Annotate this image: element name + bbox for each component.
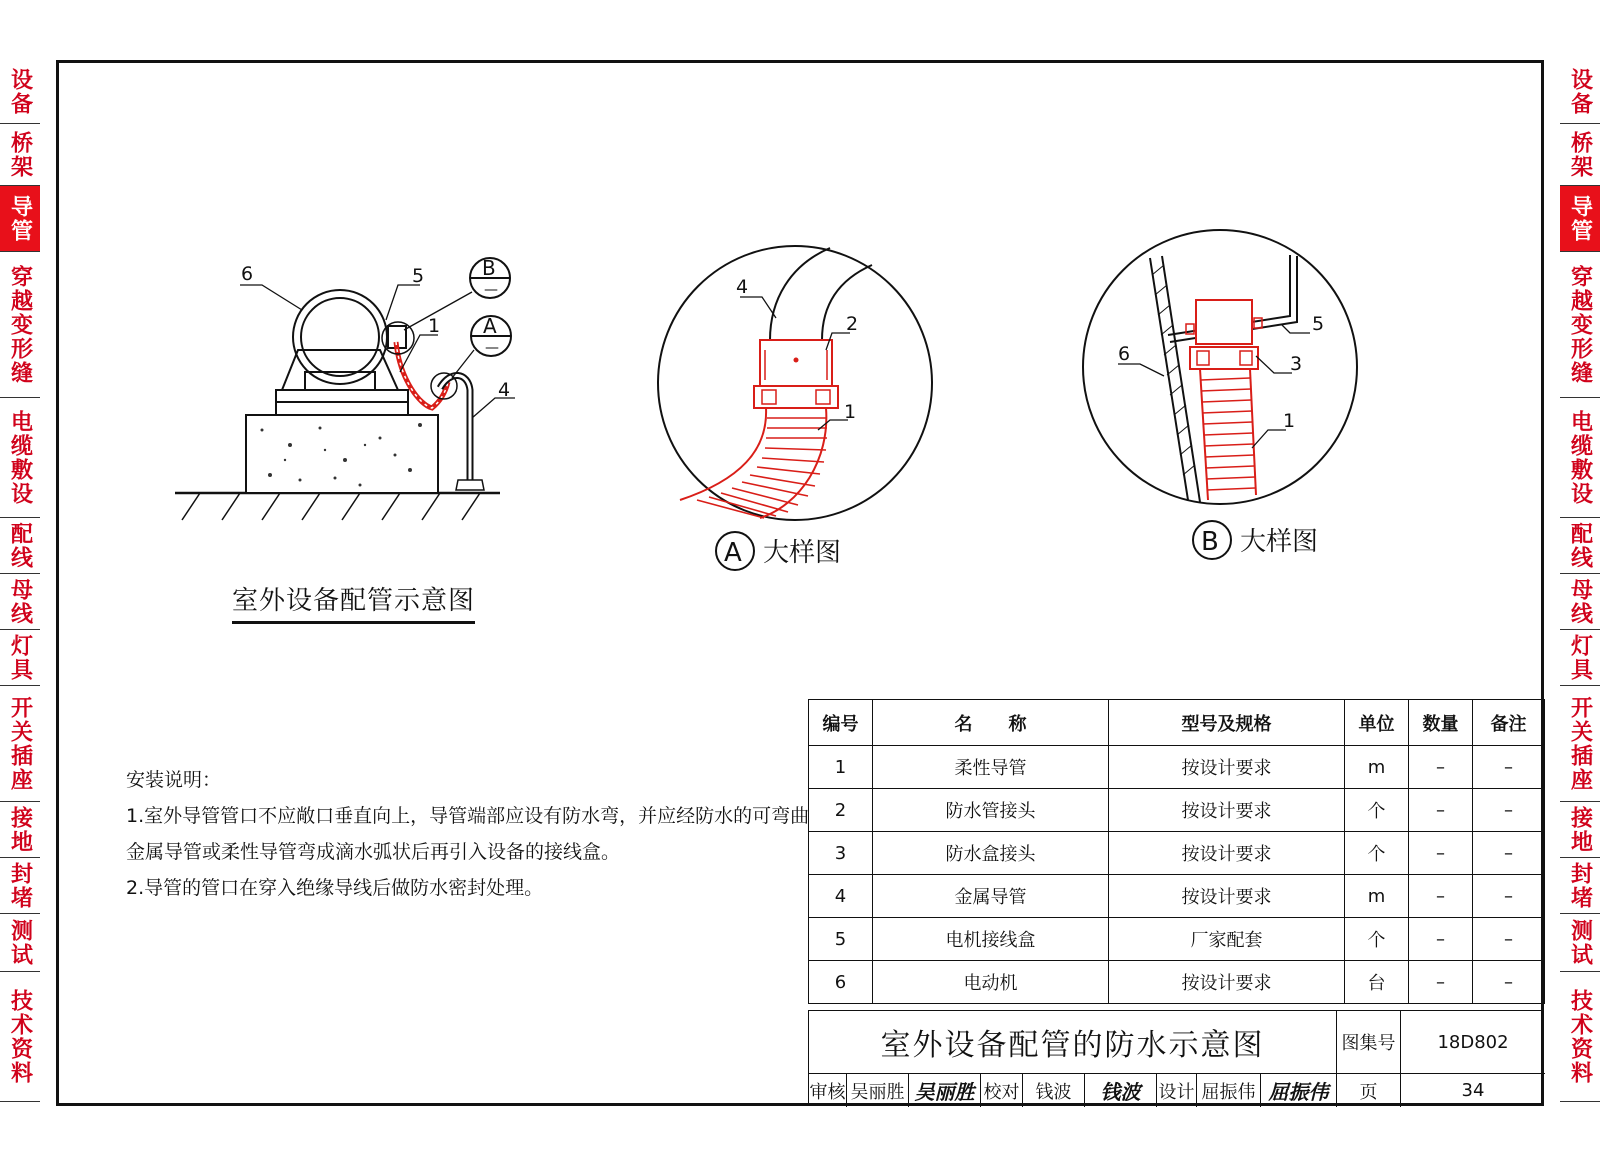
page-number: 34 [1461, 1080, 1485, 1101]
main-diagram-caption: 室外设备配管示意图 [232, 580, 475, 624]
svg-text:—: — [485, 340, 499, 356]
cell-spec: 按设计要求 [1109, 875, 1345, 918]
checker-name: 钱波 [1023, 1074, 1085, 1107]
detail-b-callout-3: 3 [1290, 353, 1303, 375]
table-row [809, 875, 1545, 918]
cell-spec: 按设计要求 [1109, 961, 1345, 1004]
motor-6 [276, 290, 408, 415]
review-label: 审核 [809, 1074, 847, 1107]
table-row [809, 918, 1545, 961]
cell-name: 电动机 [873, 961, 1109, 1004]
sidebar-item-label: 测试 [1567, 918, 1593, 967]
table-row [809, 746, 1545, 789]
cell-name: 金属导管 [873, 875, 1109, 918]
detail-a-callout-1: 1 [844, 401, 857, 423]
cell-name: 防水管接头 [873, 789, 1109, 832]
detail-b-callout-1: 1 [1283, 410, 1296, 432]
cell-spec: 按设计要求 [1109, 832, 1345, 875]
col-header-name: 名 称 [873, 700, 1109, 746]
design-label: 设计 [1157, 1074, 1197, 1107]
notes-heading: 安装说明： [126, 769, 222, 791]
cell-unit: 台 [1345, 961, 1409, 1004]
main-callout-4: 4 [498, 379, 511, 401]
cell-remark: – [1473, 961, 1545, 1004]
sidebar-item-label: 设备 [1567, 67, 1593, 116]
ref-b-letter: B [482, 256, 496, 280]
main-callout-5: 5 [412, 265, 425, 287]
detail-b-callout-6: 6 [1118, 343, 1131, 365]
table-header-row [809, 700, 1545, 746]
detail-a-callout-4: 4 [736, 276, 749, 298]
drawing-title: 室外设备配管的防水示意图 [809, 1011, 1337, 1074]
reviewer-signature: 吴丽胜 [909, 1074, 981, 1107]
svg-text:B: B [1201, 527, 1219, 557]
table-row [809, 832, 1545, 875]
cell-unit: m [1345, 746, 1409, 789]
detail-a-drawing [658, 246, 932, 520]
detail-a-callout-2: 2 [846, 313, 859, 335]
reviewer-name: 吴丽胜 [847, 1074, 909, 1107]
table-row [809, 961, 1545, 1004]
cell-spec: 厂家配套 [1109, 918, 1345, 961]
cell-qty: – [1409, 875, 1473, 918]
cell-unit: 个 [1345, 832, 1409, 875]
title-block [808, 1010, 1544, 1106]
sidebar-item-label: 技术资料 [1567, 988, 1593, 1085]
ref-a-letter: A [483, 314, 497, 338]
sidebar-item-label: 技术资料 [7, 988, 33, 1085]
sidebar-item-label: 封堵 [7, 861, 33, 910]
designer-name: 屈振伟 [1197, 1074, 1261, 1107]
cell-remark: – [1473, 918, 1545, 961]
cell-remark: – [1473, 789, 1545, 832]
sidebar-item-label: 灯具 [7, 633, 33, 682]
cell-name: 柔性导管 [873, 746, 1109, 789]
checker-signature: 钱波 [1085, 1074, 1157, 1107]
cell-no: 3 [809, 832, 873, 875]
sidebar-item-label: 桥架 [1567, 130, 1593, 179]
cell-remark: – [1473, 875, 1545, 918]
cell-qty: – [1409, 832, 1473, 875]
sidebar-item-label: 穿越变形缝 [1567, 264, 1593, 385]
cell-no: 1 [809, 746, 873, 789]
main-callout-1: 1 [428, 315, 441, 337]
col-header-spec: 型号及规格 [1109, 700, 1345, 746]
sidebar-item-label: 母线 [1567, 577, 1593, 626]
sidebar-item-label: 导管 [1567, 194, 1593, 243]
sidebar-item-label: 接地 [1567, 805, 1593, 854]
cell-spec: 按设计要求 [1109, 746, 1345, 789]
parts-table [808, 699, 1545, 1004]
designer-signature: 屈振伟 [1261, 1074, 1337, 1107]
ground-hatch [182, 493, 480, 520]
sidebar-item-label: 设备 [7, 67, 33, 116]
cell-qty: – [1409, 961, 1473, 1004]
sidebar-item-label: 电缆敷设 [1567, 409, 1593, 506]
svg-text:—: — [484, 282, 498, 298]
cell-name: 电机接线盒 [873, 918, 1109, 961]
sidebar-item-label: 配线 [1567, 521, 1593, 570]
col-header-no: 编号 [809, 700, 873, 746]
sidebar-item-label: 母线 [7, 577, 33, 626]
detail-a-label-symbol [716, 532, 754, 570]
cell-remark: – [1473, 832, 1545, 875]
page-label: 页 [1337, 1074, 1401, 1107]
sidebar-item-label: 封堵 [1567, 861, 1593, 910]
notes-line-1: 1.室外导管管口不应敞口垂直向上，导管端部应设有防水弯，并应经防水的可弯曲 [126, 805, 810, 827]
sidebar-item-label: 电缆敷设 [7, 409, 33, 506]
sidebar-item-label: 灯具 [1567, 633, 1593, 682]
cell-qty: – [1409, 918, 1473, 961]
col-header-unit: 单位 [1345, 700, 1409, 746]
notes-line-3: 2.导管的管口在穿入绝缘导线后做防水密封处理。 [126, 877, 544, 899]
detail-b-callout-5: 5 [1312, 313, 1325, 335]
atlas-label: 图集号 [1337, 1011, 1401, 1074]
cell-qty: – [1409, 789, 1473, 832]
col-header-remark: 备注 [1473, 700, 1545, 746]
installation-notes [126, 762, 809, 906]
cell-remark: – [1473, 746, 1545, 789]
table-row [809, 789, 1545, 832]
col-header-qty: 数量 [1409, 700, 1473, 746]
detail-b-label-symbol [1193, 521, 1231, 559]
cell-no: 5 [809, 918, 873, 961]
detail-b-drawing [1083, 230, 1357, 504]
sidebar-item-label: 测试 [7, 918, 33, 967]
svg-text:A: A [724, 538, 742, 568]
detail-a-label: 大样图 [763, 538, 842, 568]
sidebar-item-label: 导管 [7, 194, 33, 243]
sidebar-item-label: 桥架 [7, 130, 33, 179]
cell-unit: m [1345, 875, 1409, 918]
atlas-number: 18D802 [1401, 1011, 1545, 1074]
cell-name: 防水盒接头 [873, 832, 1109, 875]
sidebar-item-label: 接地 [7, 805, 33, 854]
cell-unit: 个 [1345, 918, 1409, 961]
sidebar-item-label: 开关插座 [7, 695, 33, 792]
concrete-base [246, 415, 438, 493]
sidebar-item-label: 配线 [7, 521, 33, 570]
cell-no: 4 [809, 875, 873, 918]
sidebar-item-label: 穿越变形缝 [7, 264, 33, 385]
detail-b-label: 大样图 [1240, 527, 1319, 557]
check-label: 校对 [981, 1074, 1023, 1107]
cell-no: 6 [809, 961, 873, 1004]
cell-spec: 按设计要求 [1109, 789, 1345, 832]
cell-unit: 个 [1345, 789, 1409, 832]
cell-no: 2 [809, 789, 873, 832]
notes-line-2: 金属导管或柔性导管弯成滴水弧状后再引入设备的接线盒。 [126, 841, 621, 863]
main-callout-6: 6 [241, 263, 254, 285]
sidebar-item-label: 开关插座 [1567, 695, 1593, 792]
cell-qty: – [1409, 746, 1473, 789]
